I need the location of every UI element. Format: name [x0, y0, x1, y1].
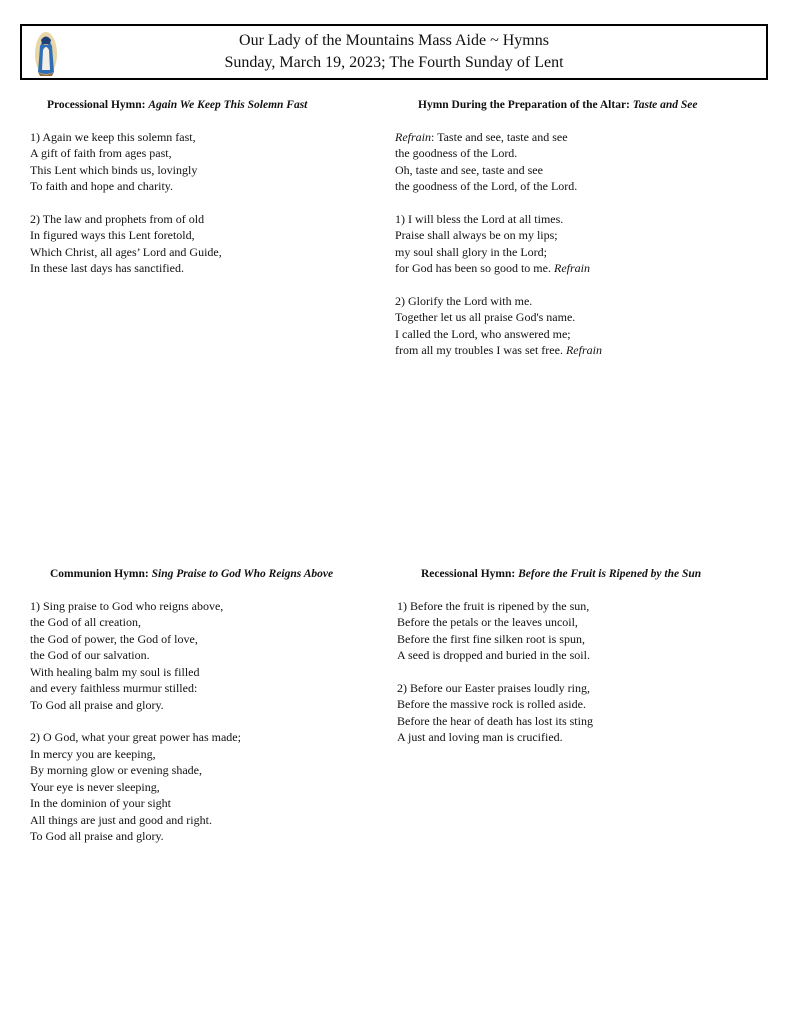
stanza: [397, 598, 767, 664]
stanza: [30, 211, 380, 277]
hymn-title: Taste and See: [632, 99, 698, 111]
lyric-line: 2) The law and prophets from of old: [30, 211, 205, 226]
hymn-title: Sing Praise to God Who Reigns Above: [151, 568, 334, 580]
refrain-tag: Refrain: [565, 343, 602, 357]
lyric-line: Which Christ, all ages’ Lord and Guide,: [30, 244, 222, 259]
lyric-line: In figured ways this Lent foretold,: [30, 228, 195, 242]
hymn-title: Again We Keep This Solemn Fast: [148, 99, 308, 111]
lyric-line: To God all praise and glory.: [30, 697, 164, 712]
lyric-line: 1) Sing praise to God who reigns above,: [30, 598, 224, 613]
hymn-label: Recessional Hymn:: [421, 568, 519, 580]
stanza: [397, 680, 767, 746]
lyric-line: To God all praise and glory.: [30, 829, 164, 843]
lyric-line: 1) Before the fruit is ripened by the sun,: [397, 598, 590, 613]
hymn-heading: [30, 566, 380, 583]
stanza: [395, 293, 765, 359]
lyric-line: [395, 129, 765, 146]
refrain-label: Refrain: [395, 129, 431, 144]
stanza: [30, 729, 380, 845]
refrain-tag: Refrain: [553, 261, 590, 275]
lyric-line: the God of power, the God of love,: [30, 631, 198, 646]
lyric-line: the goodness of the Lord.: [395, 146, 518, 160]
lyric-line: By morning glow or evening shade,: [30, 763, 202, 777]
hymn-heading: [395, 97, 765, 114]
lyric-line: I called the Lord, who answered me;: [395, 326, 571, 341]
lyric-line: Your eye is never sleeping,: [30, 779, 160, 794]
lyric-line: [395, 342, 765, 359]
processional-hymn: [30, 97, 380, 293]
refrain-text: : Taste and see, taste and see: [431, 129, 568, 144]
header-box: [20, 24, 768, 80]
lyric-line: the God of our salvation.: [30, 648, 150, 662]
lyric-line: A just and loving man is crucified.: [397, 730, 563, 744]
page-title: [22, 30, 766, 74]
hymn-title: Before the Fruit is Ripened by the Sun: [518, 568, 702, 580]
stanza: [30, 129, 380, 195]
lyric-line: To faith and hope and charity.: [30, 179, 173, 193]
lyric-line: In these last days has sanctified.: [30, 261, 184, 275]
lyric-line: 2) Glorify the Lord with me.: [395, 293, 533, 308]
title-line-2: Sunday, March 19, 2023; The Fourth Sunday of Lent: [224, 54, 564, 71]
hymn-label: Communion Hymn:: [50, 568, 152, 580]
hymn-heading: [30, 97, 380, 114]
lyric-text: for God has been so good to me.: [395, 261, 554, 275]
lyric-line: This Lent which binds us, lovingly: [30, 162, 198, 177]
lyric-line: 1) Again we keep this solemn fast,: [30, 129, 196, 144]
refrain: [395, 129, 765, 195]
lyric-line: Together let us all praise God's name.: [395, 310, 576, 324]
communion-hymn: [30, 566, 380, 861]
preparation-hymn: [395, 97, 765, 375]
lyric-line: All things are just and good and right.: [30, 812, 212, 827]
lyric-line: In the dominion of your sight: [30, 796, 171, 810]
lyric-line: Before the hear of death has lost its sting: [397, 713, 593, 728]
lyric-line: Before the massive rock is rolled aside.: [397, 697, 586, 711]
lyric-line: 1) I will bless the Lord at all times.: [395, 211, 564, 226]
lyric-line: With healing balm my soul is filled: [30, 664, 200, 679]
lyric-text: from all my troubles I was set free.: [395, 343, 566, 357]
lyric-line: Before the petals or the leaves uncoil,: [397, 615, 578, 629]
hymn-label: Hymn During the Preparation of the Altar:: [418, 99, 633, 111]
lyric-line: [395, 260, 765, 277]
lyric-line: Before the first fine silken root is spun,: [397, 631, 585, 646]
stanza: [30, 598, 380, 714]
hymn-heading: [397, 566, 767, 583]
lyric-line: the God of all creation,: [30, 615, 141, 629]
lyric-line: 2) Before our Easter praises loudly ring,: [397, 680, 590, 695]
lyric-line: the goodness of the Lord, of the Lord.: [395, 179, 578, 193]
recessional-hymn: [397, 566, 767, 762]
lyric-line: A seed is dropped and buried in the soil.: [397, 648, 590, 662]
lyric-line: In mercy you are keeping,: [30, 746, 156, 761]
lyric-line: my soul shall glory in the Lord;: [395, 244, 547, 259]
title-line-1: Our Lady of the Mountains Mass Aide ~ Hymns: [239, 32, 549, 49]
lyric-line: 2) O God, what your great power has made;: [30, 730, 241, 744]
lyric-line: Oh, taste and see, taste and see: [395, 162, 543, 177]
stanza: [395, 211, 765, 277]
hymn-label: Processional Hymn:: [47, 99, 149, 111]
lyric-line: and every faithless murmur stilled:: [30, 681, 198, 695]
lyric-line: Praise shall always be on my lips;: [395, 228, 558, 242]
lyric-line: A gift of faith from ages past,: [30, 146, 172, 160]
